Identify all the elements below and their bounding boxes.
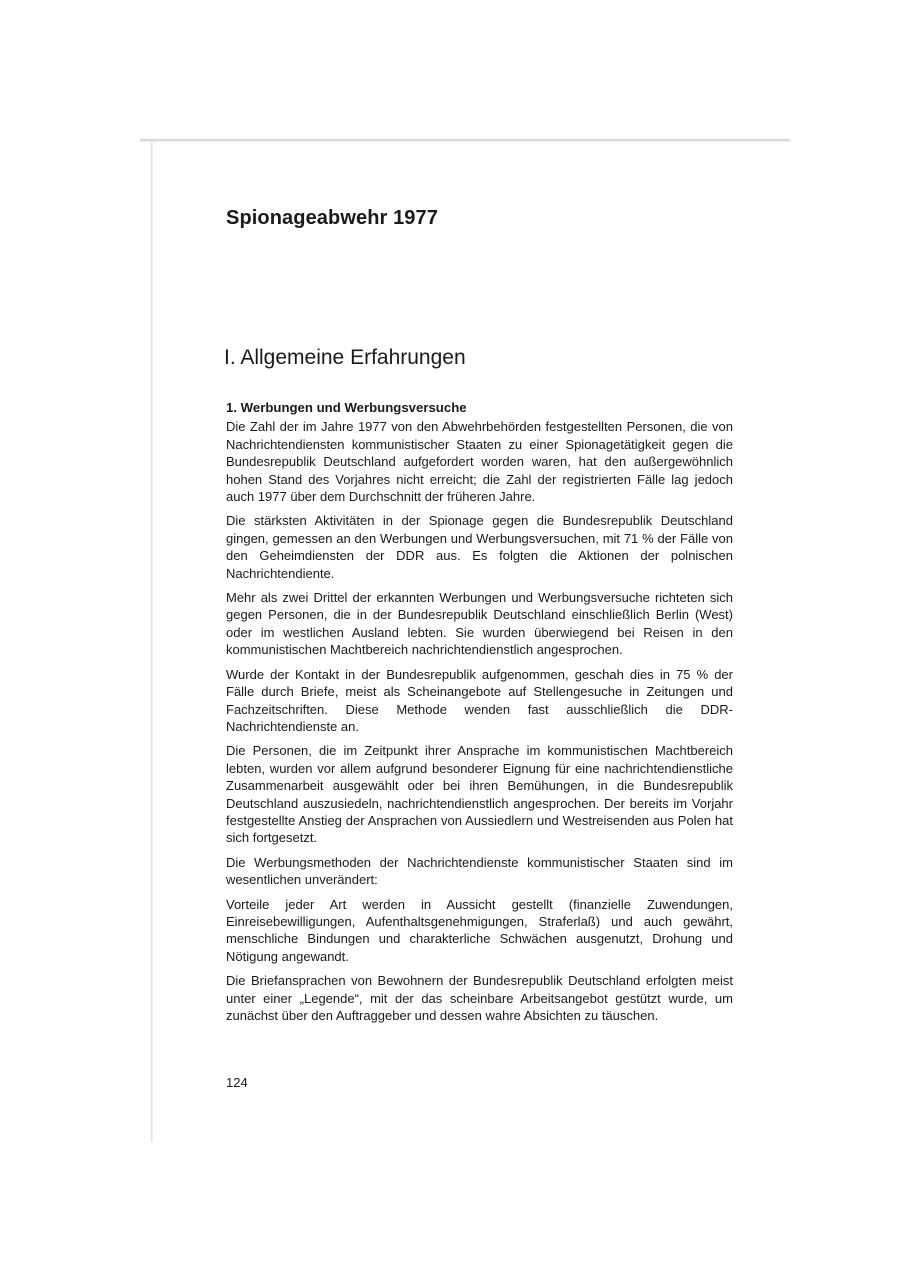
scan-shadow-left <box>151 142 153 1142</box>
body-text <box>226 399 733 1031</box>
paragraph-2: Die stärksten Aktivitäten in der Spionage gegen die Bundesrepublik Deutschland gingen, gemessen an den Werbungen und Werbungsversuchen, mit 71 % der Fälle von den Geheimdiensten der DDR aus. Es folgten die Aktionen der polnischen Nachrichtendiente. <box>226 513 733 581</box>
paragraph-8: Die Briefansprachen von Bewohnern der Bundesrepublik Deutschland erfolgten meist unter einer „Legende“, mit der das scheinbare Arbeitsangebot gestützt wurde, um zunächst über den Auftraggeber und dessen wahre Absichten zu täuschen. <box>226 973 733 1023</box>
scan-shadow-top <box>140 139 790 142</box>
paragraph-1: Die Zahl der im Jahre 1977 von den Abwehrbehörden festgestellten Personen, die von Nachrichtendiensten kommunistischer Staaten zu einer Spionagetätigkeit gegen die Bundesrepublik Deutschland aufgefordert worden waren, hat den außergewöhnlich hohen Stand des Vorjahres nicht erreicht; die Zahl der registrierten Fälle lag jedoch auch 1977 über dem Durchschnitt der früheren Jahre. <box>226 419 733 505</box>
paragraph-5: Die Personen, die im Zeitpunkt ihrer Ansprache im kommunistischen Machtbereich lebten, wurden vor allem aufgrund besonderer Eignung für eine nachrichtendienstliche Zusammenarbeit ausgewählt oder bei ihren Bemühungen, in die Bundesrepublik Deutschland auszusiedeln, nachrichtendienstlich angesprochen. Der bereits im Vorjahr festgestellte Anstieg der Ansprachen von Aussiedlern und Westreisenden aus Polen hat sich fortgesetzt. <box>226 743 733 846</box>
chapter-heading: I. Allgemeine Erfahrungen <box>224 346 466 369</box>
paragraph-3: Mehr als zwei Drittel der erkannten Werbungen und Werbungsversuche richteten sich gegen Personen, die in der Bundesrepublik Deutschland einschließlich Berlin (West) oder im westlichen Ausland lebten. Sie wurden überwiegend bei Reisen in den kommunistischen Machtbereich nachrichtendienstlich angesprochen. <box>226 590 733 658</box>
paragraph-6: Die Werbungsmethoden der Nachrichtendienste kommunistischer Staaten sind im wesentlichen unverändert: <box>226 854 733 888</box>
paragraph-4: Wurde der Kontakt in der Bundesrepublik aufgenommen, geschah dies in 75 % der Fälle durch Briefe, meist als Scheinangebote auf Stellengesuche in Zeitungen und Fachzeitschriften. Diese Methode wenden fast ausschließlich die DDR-Nachrichtendienste an. <box>226 666 733 734</box>
section-heading: 1. Werbungen und Werbungsversuche <box>226 400 467 415</box>
document-title: Spionageabwehr 1977 <box>226 207 438 229</box>
paragraph-7: Vorteile jeder Art werden in Aussicht gestellt (finanzielle Zuwendungen, Einreisebewilligungen, Aufenthaltsgenehmigungen, Straferlaß) und auch gewährt, menschliche Bindungen und charakterliche Schwächen ausgenutzt, Drohung und Nötigung angewandt. <box>226 896 733 964</box>
page-number: 124 <box>226 1075 248 1090</box>
